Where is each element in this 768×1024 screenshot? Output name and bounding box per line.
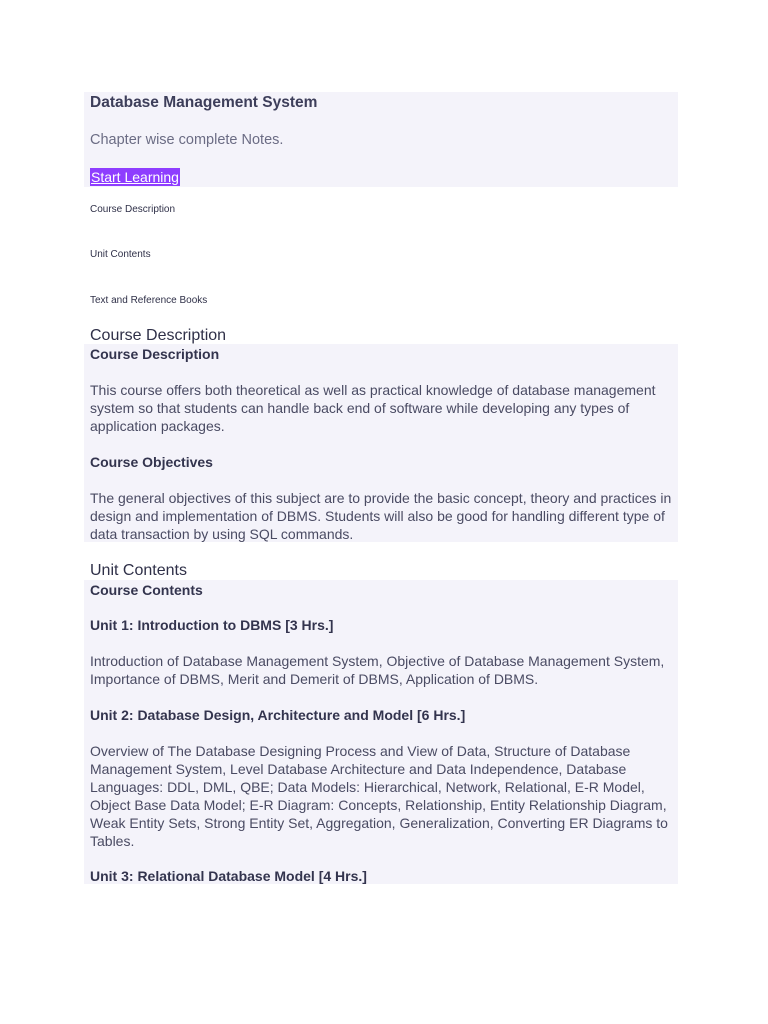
hero-subtitle: Chapter wise complete Notes. (90, 132, 284, 148)
section-heading-unit-contents: Unit Contents (90, 562, 187, 579)
unit-1-title: Unit 1: Introduction to DBMS [3 Hrs.] (90, 617, 334, 633)
nav-link-unit-contents[interactable]: Unit Contents (90, 249, 151, 260)
unit-1-text: Introduction of Database Management System, Objective of Database Management System, Importance of DBMS, Merit and Demerit of DBMS, Application of DBMS. (90, 653, 665, 687)
start-learning-button[interactable]: Start Learning (91, 169, 179, 185)
unit-2-title: Unit 2: Database Design, Architecture and Model [6 Hrs.] (90, 707, 466, 723)
course-description-text: This course offers both theoretical as well as practical knowledge of database management system so that students can handle back end of software while developing any types of application packages. (90, 382, 656, 434)
nav-link-text-reference-books[interactable]: Text and Reference Books (90, 295, 208, 306)
course-objectives-text: The general objectives of this subject are to provide the basic concept, theory and practices in design and implementation of DBMS. Students will also be good for handling different type of data transaction by using SQL commands. (90, 490, 672, 542)
section-heading-course-description: Course Description (90, 327, 227, 344)
course-description-subheading: Course Description (90, 346, 220, 362)
hero-title: Database Management System (90, 94, 318, 111)
unit-3-title: Unit 3: Relational Database Model [4 Hrs.] (90, 868, 367, 884)
course-objectives-heading: Course Objectives (90, 454, 213, 470)
course-contents-subheading: Course Contents (90, 582, 203, 598)
nav-link-course-description[interactable]: Course Description (90, 204, 176, 215)
unit-2-text: Overview of The Database Designing Process and View of Data, Structure of Database Management System, Level Database Architecture and Data Independence, Database Languages: DDL, DML, QBE; Data Models: Hierarchical, Network, Relational, E-R Model, Object Base Data Model; E-R Diagram: Concepts, Relationship, Entity Relationship Diagram, Weak Entity Sets, Strong Entity Set, Aggregation, Generalization, Converting ER Diagrams to Tables. (90, 743, 668, 849)
